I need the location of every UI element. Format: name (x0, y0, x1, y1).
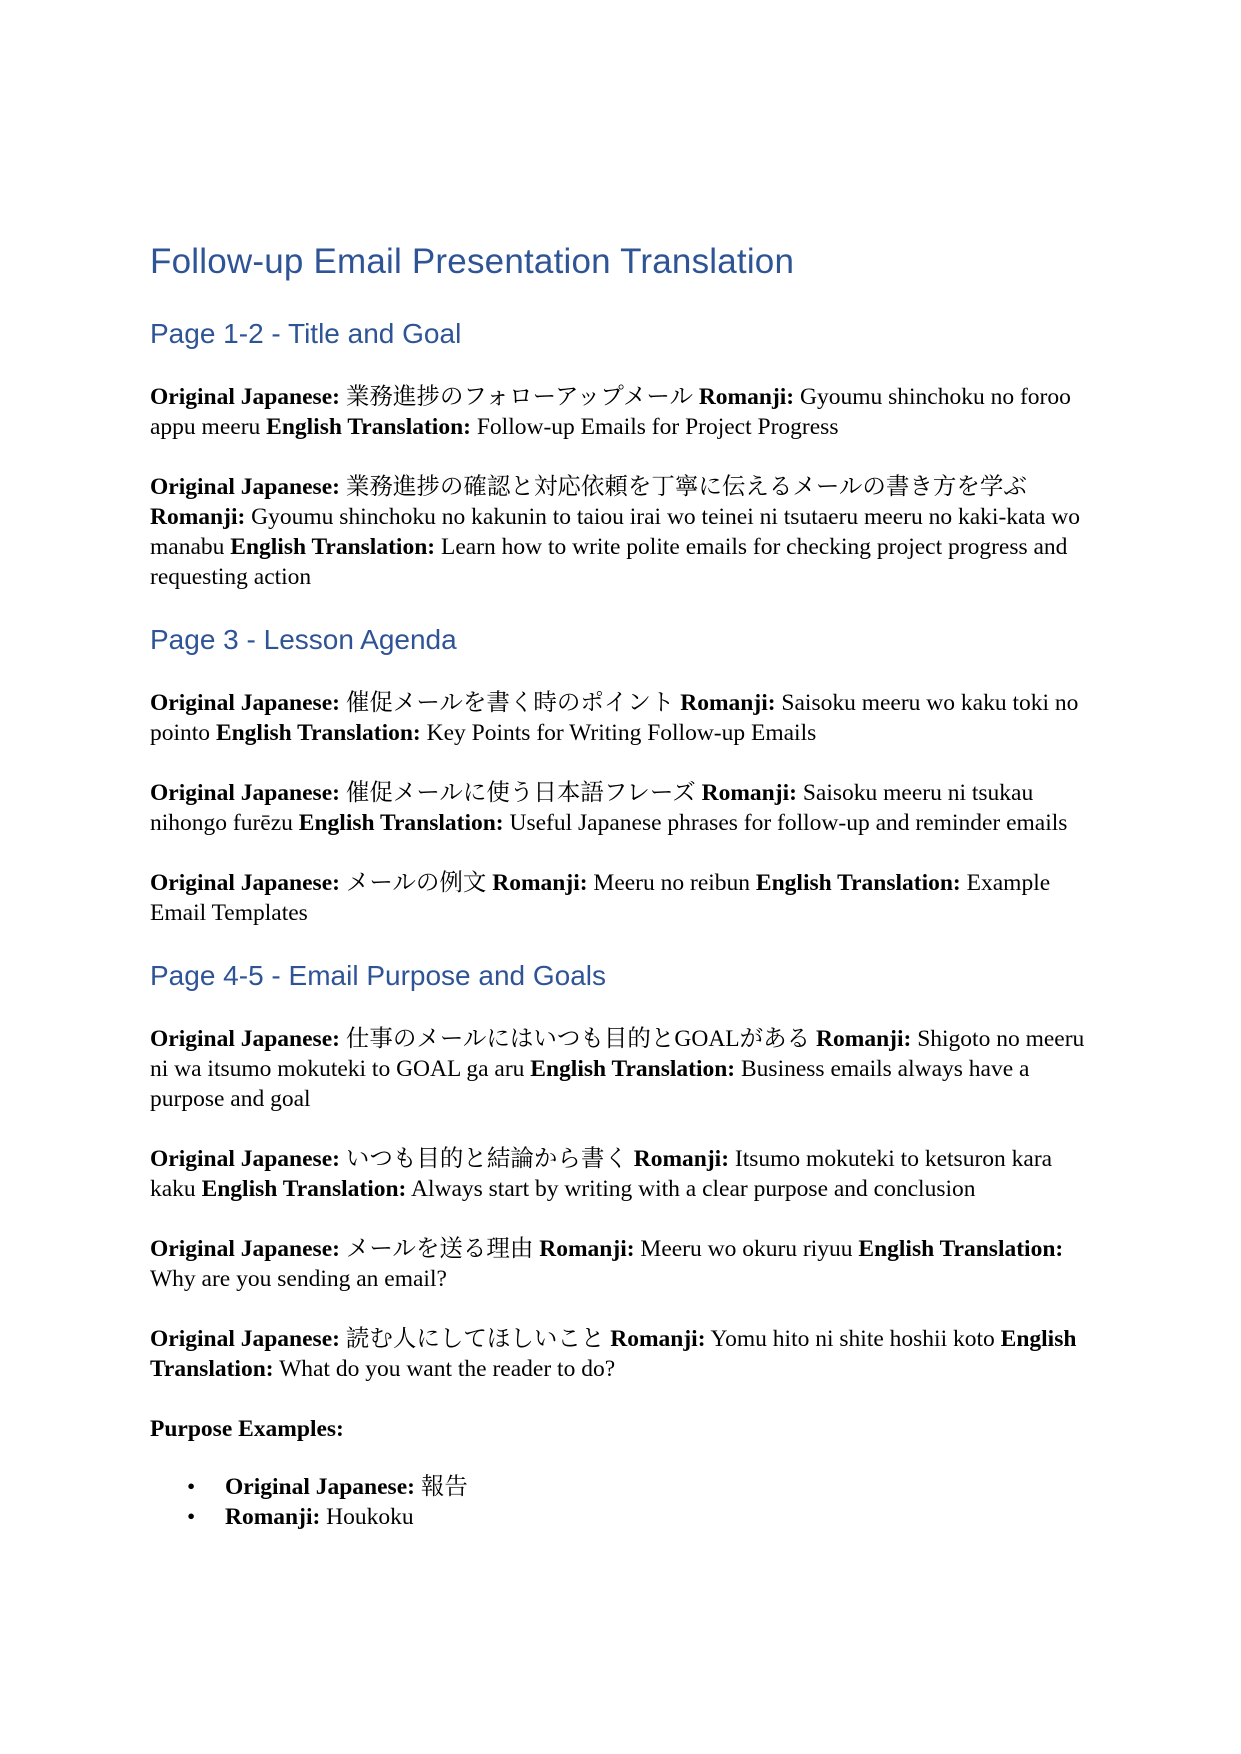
japanese-label: Original Japanese: (150, 690, 340, 716)
japanese-text: 読む人にしてほしいこと (345, 1326, 605, 1352)
japanese-label: Original Japanese: (150, 384, 340, 410)
english-label: English Translation: (201, 1176, 407, 1202)
section (150, 958, 1090, 1384)
purpose-example-value: 報告 (420, 1474, 468, 1500)
english-label: English Translation: (858, 1236, 1064, 1262)
section-heading: Page 3 - Lesson Agenda (150, 624, 457, 655)
english-label: English Translation: (150, 1326, 1077, 1382)
section (150, 316, 1090, 592)
romanji-label: Romanji: (816, 1026, 912, 1052)
romanji-text: Gyoumu shinchoku no foroo appu meeru (150, 384, 1071, 440)
japanese-label: Original Japanese: (150, 780, 340, 806)
purpose-examples-list (150, 1472, 1090, 1532)
romanji-text: Saisoku meeru wo kaku toki no pointo (150, 690, 1079, 746)
section-heading: Page 1-2 - Title and Goal (150, 318, 462, 349)
document-title: Follow-up Email Presentation Translation (150, 242, 795, 281)
japanese-text: 業務進捗のフォローアップメール (345, 384, 693, 410)
translation-entry (150, 1144, 1090, 1204)
english-text: Why are you sending an email? (150, 1266, 447, 1292)
sections-container (150, 316, 1090, 1384)
romanji-label: Romanji: (701, 780, 797, 806)
japanese-label: Original Japanese: (150, 1146, 340, 1172)
purpose-example-label: Romanji: (225, 1504, 321, 1530)
translation-entry (150, 472, 1090, 592)
english-label: English Translation: (755, 870, 961, 896)
romanji-text: Yomu hito ni shite hoshii koto (710, 1326, 995, 1352)
translation-entry (150, 688, 1090, 748)
japanese-text: いつも目的と結論から書く (345, 1146, 628, 1172)
english-text: Always start by writing with a clear purpose and conclusion (410, 1176, 976, 1202)
purpose-example-value: Houkoku (326, 1504, 414, 1530)
romanji-label: Romanji: (680, 690, 776, 716)
japanese-label: Original Japanese: (150, 1326, 340, 1352)
japanese-label: Original Japanese: (150, 1026, 340, 1052)
document-page (150, 240, 1090, 1532)
translation-entry (150, 778, 1090, 838)
translation-entry (150, 1024, 1090, 1114)
english-text: Follow-up Emails for Project Progress (476, 414, 839, 440)
romanji-text: Meeru wo okuru riyuu (640, 1236, 853, 1262)
english-text: Key Points for Writing Follow-up Emails (426, 720, 817, 746)
japanese-text: 催促メールを書く時のポイント (345, 690, 675, 716)
romanji-text: Saisoku meeru ni tsukau nihongo furēzu (150, 780, 1034, 836)
japanese-label: Original Japanese: (150, 1236, 340, 1262)
english-label: English Translation: (230, 534, 436, 560)
section-heading: Page 4-5 - Email Purpose and Goals (150, 960, 607, 991)
romanji-label: Romanji: (698, 384, 795, 410)
section (150, 622, 1090, 928)
purpose-example-item (225, 1472, 1090, 1502)
purpose-example-item (225, 1502, 1090, 1532)
translation-entry (150, 868, 1090, 928)
japanese-text: メールの例文 (345, 870, 487, 896)
english-label: English Translation: (266, 414, 471, 440)
translation-entry (150, 1324, 1090, 1384)
purpose-examples-heading: Purpose Examples: (150, 1416, 344, 1442)
romanji-text: Shigoto no meeru ni wa itsumo mokuteki to GOAL ga aru (150, 1026, 1085, 1082)
romanji-text: Itsumo mokuteki to ketsuron kara kaku (150, 1146, 1053, 1202)
romanji-label: Romanji: (150, 504, 246, 530)
romanji-label: Romanji: (633, 1146, 730, 1172)
english-text: What do you want the reader to do? (279, 1356, 616, 1382)
translation-entry (150, 1234, 1090, 1294)
romanji-label: Romanji: (539, 1236, 635, 1262)
english-text: Learn how to write polite emails for checking project progress and requesting action (150, 534, 1068, 590)
japanese-label: Original Japanese: (150, 870, 340, 896)
romanji-label: Romanji: (492, 870, 588, 896)
japanese-text: 催促メールに使う日本語フレーズ (345, 780, 696, 806)
english-label: English Translation: (298, 810, 504, 836)
english-label: English Translation: (215, 720, 421, 746)
translation-entry (150, 382, 1090, 442)
japanese-text: 仕事のメールにはいつも目的とGOALがある (345, 1026, 811, 1052)
romanji-text: Meeru no reibun (593, 870, 751, 896)
japanese-text: 業務進捗の確認と対応依頼を丁寧に伝えるメールの書き方を学ぶ (345, 474, 1027, 500)
romanji-label: Romanji: (610, 1326, 706, 1352)
english-text: Useful Japanese phrases for follow-up and reminder emails (509, 810, 1068, 836)
english-text: Business emails always have a purpose and goal (150, 1056, 1030, 1112)
japanese-label: Original Japanese: (150, 474, 340, 500)
japanese-text: メールを送る理由 (345, 1236, 534, 1262)
romanji-text: Gyoumu shinchoku no kakunin to taiou irai wo teinei ni tsutaeru meeru no kaki-kata wo manabu (150, 504, 1081, 560)
english-label: English Translation: (530, 1056, 736, 1082)
english-text: Example Email Templates (150, 870, 1051, 926)
purpose-example-label: Original Japanese: (225, 1474, 415, 1500)
